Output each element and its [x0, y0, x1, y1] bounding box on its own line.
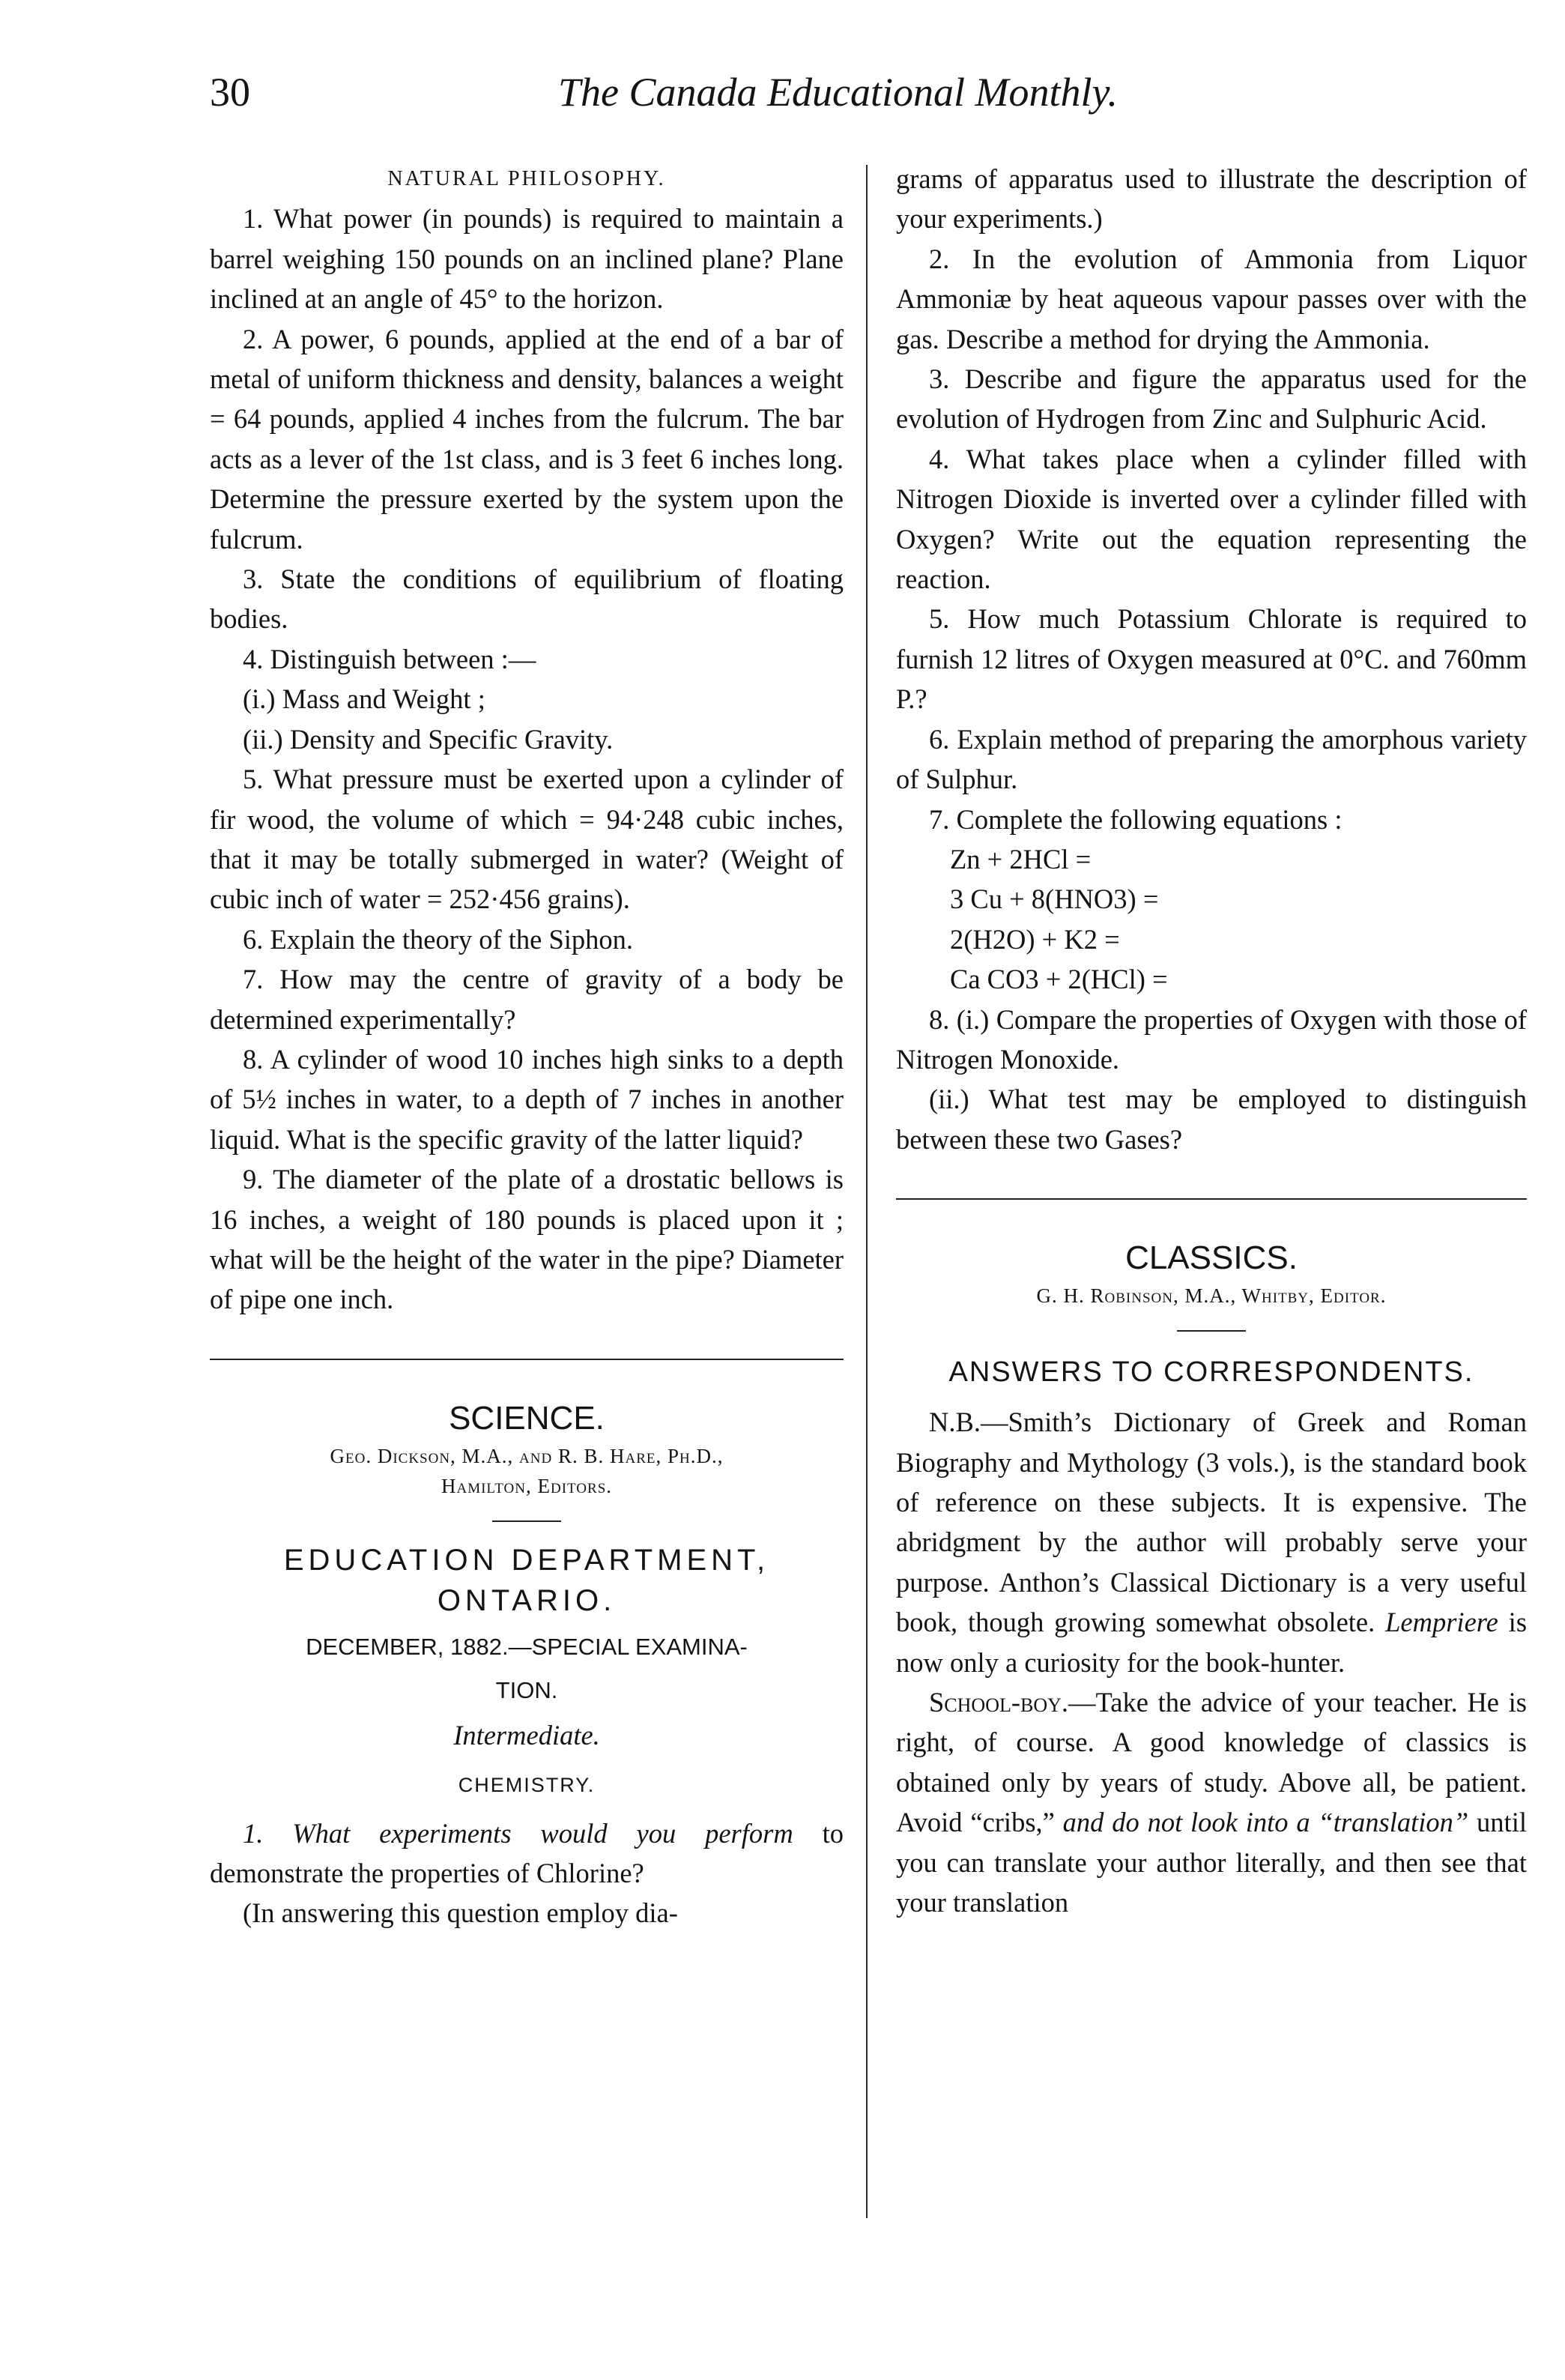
chem-question-2: 2. In the evolution of Ammonia from Liquor Ammoniæ by heat aqueous vapour passes over with the gas. Describe a method for drying the Ammonia.	[896, 243, 1527, 354]
section-rule	[896, 1198, 1527, 1200]
equation-1: Zn + 2HCl =	[950, 843, 1092, 875]
np-question-2: 2. A power, 6 pounds, applied at the end of a bar of metal of uniform thickness and density, balances a weight = 64 pounds, applied 4 inches from the fulcrum. The bar acts as a lever of the 1st class, and is 3 feet 6 inches long. Determine the pressure exerted by the system upon the fulcrum.	[210, 323, 844, 555]
classics-title: CLASSICS.	[1125, 1239, 1298, 1277]
equation-4: Ca CO3 + 2(HCl) =	[950, 964, 1168, 995]
schoolboy-text: —Take the advice of your teacher. He is right, of course. A good knowledge of classics is obtained only by years of study. Above all, be patient. Avoid “cribs,”	[896, 1687, 1527, 1838]
np-question-4: 4. Distinguish between :—	[243, 643, 536, 674]
exam-level: Intermediate.	[453, 1719, 600, 1751]
chem-question-1	[210, 1813, 844, 1894]
np-question-1: 1. What power (in pounds) is required to maintain a barrel weighing 150 pounds on an inclined plane? Plane inclined at an angle of 45° to the horizon.	[210, 203, 844, 315]
science-title: SCIENCE.	[449, 1399, 605, 1437]
schoolboy-paragraph	[896, 1682, 1527, 1922]
chem-question-3: 3. Describe and figure the apparatus used for the evolution of Hydrogen from Zinc and Sulphuric Acid.	[896, 363, 1527, 435]
left-column	[210, 159, 844, 1933]
section-rule	[210, 1359, 844, 1360]
natural-philosophy-heading: NATURAL PHILOSOPHY.	[387, 167, 666, 190]
schoolboy-end: until you can translate your author literally, and then see that your translation	[896, 1807, 1527, 1918]
schoolboy-label: School-boy.	[929, 1687, 1069, 1718]
np-question-3: 3. State the conditions of equilibrium of floating bodies.	[210, 564, 844, 635]
np-question-8: 8. A cylinder of wood 10 inches high sinks to a depth of 5½ inches in water, to a depth of 7 inches in another liquid. What is the specific gravity of the latter liquid?	[210, 1043, 844, 1155]
classics-editor: G. H. Robinson, M.A., Whitby, Editor.	[1036, 1284, 1387, 1308]
nb-paragraph-start: N.B.—Smith’s Dictionary of Greek and Roman Biography and Mythology (3 vols.), is the standard book of reference on these subjects. It is expensive. The abridgment by the author will probably serve your purpose. Anthon’s Classical Dictionary is a very useful book, though growing somewhat obsolete.	[896, 1407, 1527, 1638]
chem-question-6: 6. Explain method of preparing the amorphous variety of Sulphur.	[896, 723, 1527, 795]
np-question-4-ii: (ii.) Density and Specific Gravity.	[243, 723, 614, 755]
exam-line-1: DECEMBER, 1882.—SPECIAL EXAMINA-	[306, 1633, 748, 1660]
np-question-6: 6. Explain the theory of the Siphon.	[243, 923, 634, 955]
science-editors-line-1: Geo. Dickson, M.A., and R. B. Hare, Ph.D.,	[330, 1444, 724, 1467]
right-column	[896, 159, 1527, 1922]
nb-paragraph-end: is now only a curiosity for the book-hunter.	[896, 1607, 1528, 1678]
department-line-2: ONTARIO.	[437, 1583, 617, 1617]
np-question-7: 7. How may the centre of gravity of a body be determined experimentally?	[210, 964, 844, 1035]
equation-2: 3 Cu + 8(HNO3) =	[950, 884, 1159, 915]
exam-line-2: TION.	[495, 1676, 558, 1703]
lempriere-title: Lempriere	[1385, 1607, 1498, 1638]
column-divider	[866, 165, 868, 2218]
chem-question-1-rest: to demonstrate the properties of Chlorine?	[210, 1817, 844, 1888]
journal-title: The Canada Educational Monthly.	[558, 70, 1118, 115]
chem-question-1-note: (In answering this question employ dia-	[243, 1897, 678, 1929]
department-line-1: EDUCATION DEPARTMENT,	[283, 1543, 770, 1577]
chem-question-5: 5. How much Potassium Chlorate is required to furnish 12 litres of Oxygen measured at 0°C. and 760mm P.?	[896, 603, 1527, 715]
chem-question-8-ii: (ii.) What test may be employed to distinguish between these two Gases?	[896, 1084, 1527, 1155]
equation-3: 2(H2O) + K2 =	[950, 923, 1120, 955]
chem-question-8-i: 8. (i.) Compare the properties of Oxygen with those of Nitrogen Monoxide.	[896, 1003, 1527, 1075]
chem-question-1-italic: 1. What experiments would you perform	[243, 1817, 793, 1849]
np-question-4-i: (i.) Mass and Weight ;	[243, 683, 485, 715]
chem-question-7: 7. Complete the following equations :	[929, 803, 1342, 835]
chem-question-1-note-end: grams of apparatus used to illustrate the description of your experiments.)	[896, 163, 1527, 235]
short-rule	[492, 1520, 561, 1522]
chemistry-heading: CHEMISTRY.	[458, 1774, 596, 1797]
page-number: 30	[210, 70, 250, 115]
np-question-5: 5. What pressure must be exerted upon a cylinder of fir wood, the volume of which = 94·248 cubic inches, that it may be totally submerged in water? (Weight of cubic inch of water = 252·456 grains).	[210, 764, 844, 915]
short-rule	[1177, 1330, 1246, 1332]
answers-heading: ANSWERS TO CORRESPONDENTS.	[948, 1356, 1474, 1389]
chem-question-4: 4. What takes place when a cylinder filled with Nitrogen Dioxide is inverted over a cylinder filled with Oxygen? Write out the equation representing the reaction.	[896, 443, 1527, 595]
np-question-9: 9. The diameter of the plate of a drostatic bellows is 16 inches, a weight of 180 pounds is placed upon it ; what will be the height of the water in the pipe? Diameter of pipe one inch.	[210, 1164, 844, 1315]
schoolboy-italic: and do not look into a “translation”	[1062, 1807, 1469, 1838]
science-editors-line-2: Hamilton, Editors.	[441, 1474, 613, 1497]
nb-paragraph	[896, 1402, 1527, 1682]
